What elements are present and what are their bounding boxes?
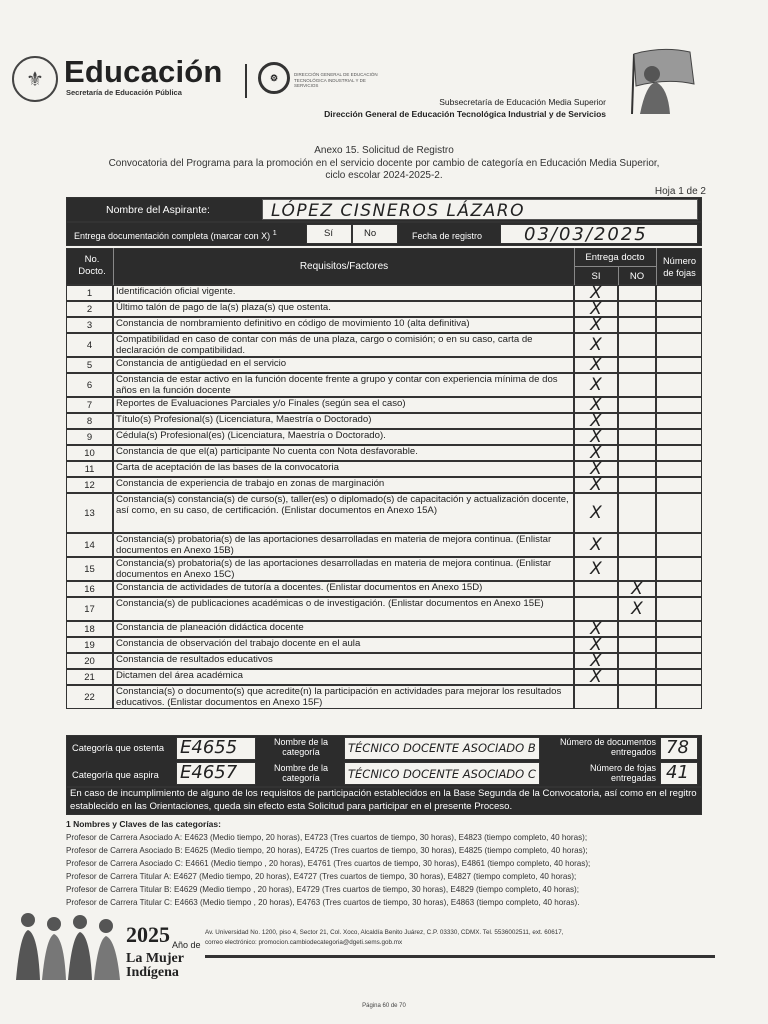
fojas-field[interactable] [656, 301, 702, 317]
entrega-no-mark[interactable]: X [631, 598, 643, 619]
table-row [66, 666, 702, 687]
table-cell [618, 653, 656, 669]
fojas-field[interactable] [656, 533, 702, 557]
requirement-text: Constancia(s) probatoria(s) de las aportaciones desarrolladas en materia de mejora continua. (Enlistar documentos en Anexo 15C) [116, 558, 552, 580]
fojas-field[interactable] [656, 685, 702, 709]
requirement-text: Constancia(s) constancia(s) de curso(s), taller(es) o diplomado(s) de capacitación y actualización docente, así como, en su caso, de certificación. (Enlistar documentos en Anexo 15A) [116, 494, 569, 516]
entrega-label: Entrega documentación completa (marcar con X) $^1$ [74, 228, 277, 241]
table-row [66, 474, 702, 495]
footnotes-title: 1 Nombres y Claves de las categorías: [66, 819, 221, 829]
requirement-text: Constancia de experiencia de trabajo en zonas de marginación [116, 478, 385, 489]
row-number: 22 [84, 691, 95, 703]
nombre-cat-label-1: Nombre de la categoría [273, 737, 329, 757]
table-cell [618, 493, 656, 533]
requirement-text: Constancia de planeación didáctica docente [116, 622, 304, 633]
entrega-si-mark[interactable]: X [590, 394, 602, 415]
table-row [66, 634, 702, 655]
fojas-field[interactable] [656, 597, 702, 621]
table-cell [618, 685, 656, 709]
table-row [66, 314, 702, 335]
fojas-field[interactable] [656, 429, 702, 445]
subsecretaria: Subsecretaría de Educación Media Superior [439, 97, 606, 107]
fojas-field[interactable] [656, 653, 702, 669]
footnote-line: Profesor de Carrera Titular A: E4627 (Medio tiempo, 20 horas), E4727 (Tres cuartos de tiempo, 30 horas), E4827 (tiempo completo, 40 horas); [66, 872, 577, 881]
flag-figure-icon [612, 44, 702, 116]
nombre-cat-label-2: Nombre de la categoría [273, 763, 329, 783]
fojas-field[interactable] [656, 477, 702, 493]
address [205, 928, 564, 948]
registration-form [66, 197, 702, 817]
requirement-text: Constancia de actividades de tutoría a docentes. (Enlistar documentos en Anexo 15D) [116, 582, 483, 593]
table-cell [618, 637, 656, 653]
cat-ostenta-value[interactable]: E4655 [180, 737, 238, 758]
requirement-text: Cédula(s) Profesional(es) (Licenciatura, Maestría o Doctorado). [116, 430, 386, 441]
table-row [66, 458, 702, 479]
nombre-label: Nombre del Aspirante: [106, 204, 210, 216]
table-cell [574, 597, 618, 621]
row-number: 5 [86, 359, 93, 371]
fojas-field[interactable] [656, 397, 702, 413]
num-fojas-label: Número de fojas entregadas [589, 763, 656, 783]
entrega-si-mark[interactable]: X [590, 650, 602, 671]
mexico-seal-icon: ⚜ [12, 56, 58, 102]
entrega-si-mark[interactable]: X [590, 334, 602, 355]
title-line-3: ciclo escolar 2024-2025-2. [325, 170, 443, 181]
table-cell [618, 533, 656, 557]
table-cell [574, 581, 618, 597]
requirement-text: Constancia(s) probatoria(s) de las aportaciones desarrolladas en materia de mejora continua. (Enlistar documentos en Anexo 15B) [116, 534, 552, 556]
requirement-text: Dictamen del área académica [116, 670, 243, 681]
entrega-si-mark[interactable]: X [590, 374, 602, 395]
requirement-text: Carta de aceptación de las bases de la convocatoria [116, 462, 339, 473]
requirement-text: Último talón de pago de la(s) plaza(s) que ostenta. [116, 302, 331, 313]
footnotes [66, 818, 706, 909]
table-cell [618, 461, 656, 477]
num-docs-label: Número de documentos entregados [559, 737, 656, 757]
fojas-field[interactable] [656, 557, 702, 581]
page-number: Página 60 de 70 [362, 1003, 406, 1009]
footer-divider [205, 955, 715, 958]
table-cell [618, 429, 656, 445]
requirement-text: Constancia(s) o documento(s) que acredite(n) la participación en actividades para mejorar los resultados educativos. (Enlistar documentos en Anexo 15F) [116, 686, 562, 708]
row-number: 4 [86, 339, 93, 351]
table-row [66, 533, 702, 557]
table-cell [618, 621, 656, 637]
entrega-no[interactable]: No [364, 228, 377, 239]
entrega-si-mark[interactable]: X [590, 534, 602, 555]
entrega-si-mark[interactable]: X [590, 558, 602, 579]
fojas-field[interactable] [656, 333, 702, 357]
footnote-line: Profesor de Carrera Titular B: E4629 (Medio tiempo , 20 horas), E4729 (Tres cuartos de tiempo, 30 horas), E4829 (tiempo completo, 40 horas); [66, 885, 580, 894]
table-row [66, 333, 702, 357]
requirement-text: Constancia de antigüedad en el servicio [116, 358, 287, 369]
requirement-text: Constancia(s) de publicaciones académicas o de investigación. (Enlistar documentos en Anexo 15E) [116, 598, 544, 609]
row-number: 17 [84, 603, 95, 615]
num-fojas-value[interactable]: 41 [666, 762, 689, 783]
row-number: 3 [86, 319, 93, 331]
row-number: 13 [84, 507, 95, 519]
title-line-2: Convocatoria del Programa para la promoción en el servicio docente por cambio de categoría en Educación Media Superior, [108, 157, 660, 169]
warning-text: En caso de incumplimiento de alguno de los requisitos de participación establecidos en la Base Segunda de la Convocatoria, así como en el regitro establecido en las Orientaciones, queda sin efecto esta Solicitud para participar en el presente Proceso. [70, 788, 697, 812]
table-row [66, 282, 702, 303]
requirement-text: Constancia de observación del trabajo docente en el aula [116, 638, 361, 649]
year-mujer-line1: La Mujer [126, 951, 184, 966]
table-cell [618, 285, 656, 301]
direccion-general: Dirección General de Educación Tecnológica Industrial y de Servicios [324, 109, 606, 119]
nombre-value[interactable]: LÓPEZ CISNEROS LÁZARO [271, 201, 525, 221]
row-number: 10 [84, 447, 95, 459]
row-number: 20 [84, 655, 95, 667]
entrega-si-mark[interactable]: X [590, 426, 602, 447]
document-title [0, 145, 768, 183]
fojas-field[interactable] [656, 581, 702, 597]
requirement-text: Reportes de Evaluaciones Parciales y/o Finales (según sea el caso) [116, 398, 406, 409]
col-req-header: Requisitos/Factores [299, 261, 389, 272]
table-cell [618, 317, 656, 333]
entrega-si-mark[interactable]: X [590, 458, 602, 479]
cat-aspira-label: Categoría que aspira [72, 770, 159, 780]
requirement-text: Identificación oficial vigente. [116, 286, 236, 297]
header-divider [245, 64, 247, 98]
fojas-field[interactable] [656, 493, 702, 533]
footnote-line: Profesor de Carrera Asociado A: E4623 (Medio tiempo, 20 horas), E4723 (Tres cuartos de tiempo, 30 horas), E4823 (tiempo completo, 40 horas); [66, 833, 588, 842]
table-row [66, 685, 702, 709]
table-cell [618, 557, 656, 581]
table-row [66, 410, 702, 431]
fojas-field[interactable] [656, 637, 702, 653]
fojas-field[interactable] [656, 357, 702, 373]
table-row [66, 578, 702, 599]
nombre-cat-value-2[interactable]: TÉCNICO DOCENTE ASOCIADO C [348, 767, 536, 781]
page-count: Hoja 1 de 2 [654, 186, 706, 197]
table-cell [618, 301, 656, 317]
year-mujer-line2: Indígena [126, 965, 179, 980]
row-number: 21 [84, 671, 95, 683]
entrega-si-mark[interactable]: X [590, 666, 602, 687]
row-number: 11 [84, 463, 95, 475]
col-si-header: SI [591, 271, 601, 282]
num-docs-value[interactable]: 78 [666, 737, 689, 758]
fojas-field[interactable] [656, 413, 702, 429]
row-number: 16 [84, 583, 95, 595]
table-cell [618, 477, 656, 493]
year-2025: 2025 [126, 922, 170, 947]
entrega-si-mark[interactable]: X [590, 474, 602, 495]
table-cell [618, 445, 656, 461]
footnote-line: Profesor de Carrera Asociado B: E4625 (Medio tiempo, 20 horas), E4725 (Tres cuartos de tiempo, 30 horas), E4825 (tiempo completo, 40 horas); [66, 846, 588, 855]
table-row [66, 354, 702, 375]
fojas-field[interactable] [656, 669, 702, 685]
table-cell [618, 373, 656, 397]
entrega-si-mark[interactable]: X [590, 410, 602, 431]
fojas-field[interactable] [656, 461, 702, 477]
indigenous-women-illustration-icon [10, 906, 130, 980]
row-number: 6 [86, 379, 93, 391]
year-ano: Año de [172, 940, 201, 950]
row-number: 7 [86, 399, 93, 411]
row-number: 2 [86, 303, 93, 315]
row-number: 9 [86, 431, 93, 443]
table-row [66, 597, 702, 621]
cat-aspira-value[interactable]: E4657 [180, 762, 238, 783]
entrega-si[interactable]: Sí [324, 228, 333, 239]
col-no-header: No. Docto. [78, 254, 106, 277]
requirement-text: Título(s) Profesional(s) (Licenciatura, Maestría o Doctorado) [116, 414, 372, 425]
dgeti-text: DIRECCIÓN GENERAL DE EDUCACIÓN TECNOLÓGICA INDUSTRIAL Y DE SERVICIOS [294, 72, 378, 88]
requirement-text: Constancia de nombramiento definitivo en código de movimiento 10 (alta definitiva) [116, 318, 470, 329]
row-number: 1 [86, 287, 93, 299]
row-number: 15 [84, 563, 95, 575]
requirement-text: Constancia de que el(a) participante No cuenta con Nota desfavorable. [116, 446, 418, 457]
email-line: correo electrónico: promocion.cambiodecategoria@dgeti.sems.gob.mx [205, 939, 403, 946]
address-line: Av. Universidad No. 1200, piso 4, Sector 21, Col. Xoco, Alcaldía Benito Juárez, C.P. 03330, CDMX. Tel. 5536002511, ext. 60617, [205, 929, 564, 936]
entrega-si-mark[interactable]: X [590, 634, 602, 655]
table-cell [618, 333, 656, 357]
fojas-field[interactable] [656, 373, 702, 397]
table-row [66, 442, 702, 463]
row-number: 12 [84, 479, 95, 491]
requirement-text: Constancia de resultados educativos [116, 654, 273, 665]
fojas-field[interactable] [656, 317, 702, 333]
table-row [66, 394, 702, 415]
table-row [66, 493, 702, 533]
col-fojas-header: Número de fojas [662, 256, 697, 278]
table-row [66, 298, 702, 319]
title-line-1: Anexo 15. Solicitud de Registro [314, 145, 454, 156]
table-row [66, 557, 702, 581]
cat-ostenta-label: Categoría que ostenta [72, 743, 165, 753]
table-cell [574, 685, 618, 709]
table-row [66, 426, 702, 447]
entrega-no-mark[interactable]: X [631, 578, 643, 599]
row-number: 18 [84, 623, 95, 635]
entrega-si-mark[interactable]: X [590, 618, 602, 639]
fecha-value[interactable]: 03/03/2025 [524, 224, 648, 245]
brand-subtitle: Secretaría de Educación Pública [66, 88, 182, 97]
row-number: 8 [86, 415, 93, 427]
nombre-cat-value-1[interactable]: TÉCNICO DOCENTE ASOCIADO B [348, 741, 536, 755]
table-cell [618, 669, 656, 685]
entrega-si-mark[interactable]: X [590, 354, 602, 375]
requirement-text: Constancia de estar activo en la función docente frente a grupo y contar con experiencia mínima de dos años en la función docente [116, 374, 558, 396]
table-cell [618, 413, 656, 429]
row-number: 19 [84, 639, 95, 651]
fojas-field[interactable] [656, 285, 702, 301]
table-cell [618, 397, 656, 413]
entrega-si-mark[interactable]: X [590, 298, 602, 319]
fojas-field[interactable] [656, 445, 702, 461]
dgeti-gear-icon: ⚙ [258, 62, 290, 94]
requirement-text: Compatibilidad en caso de contar con más de una plaza, cargo o comisión; o en su caso, carta de declaración de compatibilidad. [116, 334, 533, 356]
fojas-field[interactable] [656, 621, 702, 637]
table-cell [618, 357, 656, 373]
footnote-line: Profesor de Carrera Asociado C: E4661 (Medio tiempo , 20 horas), E4761 (Tres cuartos de tiempo, 30 horas), E4861 (tiempo completo, 40 horas); [66, 859, 591, 868]
table-row [66, 650, 702, 671]
col-no2-header: NO [629, 271, 645, 282]
footnote-line: Profesor de Carrera Titular C: E4663 (Medio tiempo , 20 horas), E4763 (Tres cuartos de tiempo, 30 horas), E4863 (tiempo completo, 40 horas). [66, 898, 580, 907]
entrega-si-mark[interactable]: X [590, 442, 602, 463]
row-number: 14 [84, 539, 95, 551]
col-entrega-header: Entrega docto [585, 252, 645, 263]
entrega-si-mark[interactable]: X [590, 282, 602, 303]
entrega-si-mark[interactable]: X [590, 314, 602, 335]
fecha-label: Fecha de registro [412, 231, 483, 241]
table-row [66, 618, 702, 639]
entrega-si-mark[interactable]: X [590, 502, 602, 523]
brand-title: Educación [64, 54, 223, 89]
table-row [66, 373, 702, 397]
